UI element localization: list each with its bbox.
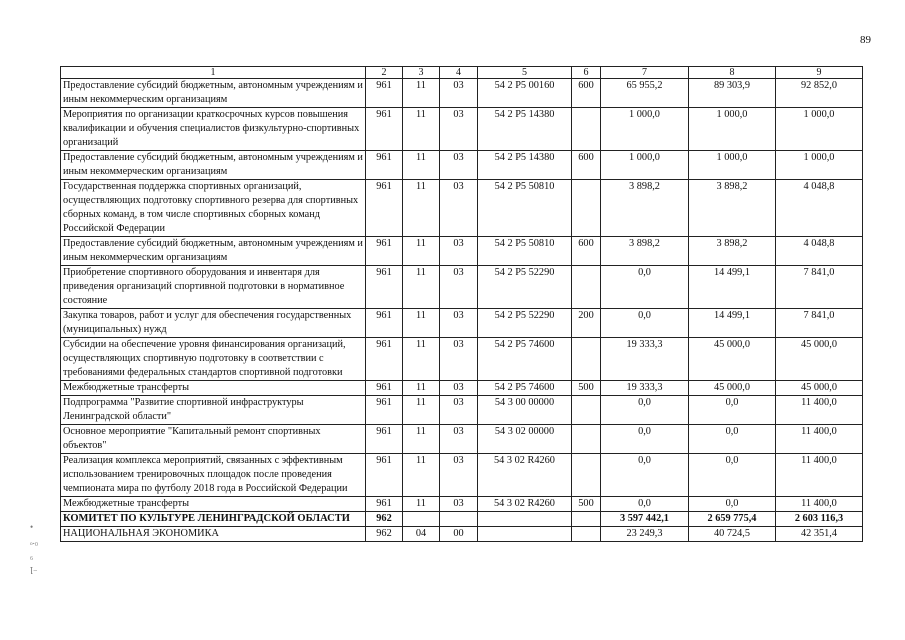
- year1-amount-cell: 3 898,2: [601, 180, 689, 237]
- year3-amount-cell: 7 841,0: [776, 309, 863, 338]
- year3-amount-cell: 4 048,8: [776, 180, 863, 237]
- subsection-cell: 03: [440, 108, 478, 151]
- year1-amount-cell: 3 898,2: [601, 237, 689, 266]
- section-cell: 11: [403, 79, 440, 108]
- row-name-cell: Мероприятия по организации краткосрочных курсов повышения квалификации и обучения специалистов физкультурно-спортивных организаций: [61, 108, 366, 151]
- column-header: 2: [366, 67, 403, 79]
- section-cell: 11: [403, 497, 440, 512]
- table-row: [61, 381, 863, 396]
- year3-amount-cell: 45 000,0: [776, 338, 863, 381]
- year3-amount-cell: 92 852,0: [776, 79, 863, 108]
- target-article-cell: 54 3 00 00000: [478, 396, 572, 425]
- year1-amount-cell: 0,0: [601, 266, 689, 309]
- subsection-cell: 00: [440, 527, 478, 542]
- target-article-cell: 54 2 P5 52290: [478, 266, 572, 309]
- section-cell: [403, 512, 440, 527]
- row-name-cell: Приобретение спортивного оборудования и инвентаря для приведения организаций спортивной подготовки в нормативное состояние: [61, 266, 366, 309]
- year2-amount-cell: 14 499,1: [689, 309, 776, 338]
- year3-amount-cell: 11 400,0: [776, 454, 863, 497]
- row-name-cell: Государственная поддержка спортивных организаций, осуществляющих подготовку спортивного резерва для спортивных сборных команд, в том числе спортивных сборных команд Российской Федерации: [61, 180, 366, 237]
- column-header: 7: [601, 67, 689, 79]
- target-article-cell: 54 3 02 00000: [478, 425, 572, 454]
- year1-amount-cell: 0,0: [601, 396, 689, 425]
- expense-type-cell: [572, 108, 601, 151]
- table-row: [61, 108, 863, 151]
- table-row: [61, 309, 863, 338]
- table-row: [61, 454, 863, 497]
- row-name-cell: Межбюджетные трансферты: [61, 381, 366, 396]
- expense-type-cell: 600: [572, 151, 601, 180]
- year3-amount-cell: 42 351,4: [776, 527, 863, 542]
- expense-type-cell: [572, 425, 601, 454]
- table-row: [61, 237, 863, 266]
- column-header: 3: [403, 67, 440, 79]
- table-header-row: [61, 67, 863, 79]
- section-cell: 11: [403, 237, 440, 266]
- year2-amount-cell: 14 499,1: [689, 266, 776, 309]
- admin-code-cell: 961: [366, 381, 403, 396]
- expense-type-cell: 600: [572, 237, 601, 266]
- expense-type-cell: 500: [572, 497, 601, 512]
- section-cell: 11: [403, 454, 440, 497]
- year1-amount-cell: 65 955,2: [601, 79, 689, 108]
- target-article-cell: 54 3 02 R4260: [478, 497, 572, 512]
- row-name-cell: Предоставление субсидий бюджетным, автономным учреждениям и иным некоммерческим организациям: [61, 151, 366, 180]
- target-article-cell: 54 2 P5 50810: [478, 237, 572, 266]
- year1-amount-cell: 1 000,0: [601, 151, 689, 180]
- year2-amount-cell: 0,0: [689, 497, 776, 512]
- year2-amount-cell: 45 000,0: [689, 338, 776, 381]
- table-row: [61, 425, 863, 454]
- table-row: [61, 396, 863, 425]
- row-name-cell: Реализация комплекса мероприятий, связанных с эффективным использованием тренировочных площадок после проведения чемпионата мира по футболу 2018 года в Российской Федерации: [61, 454, 366, 497]
- column-header: 9: [776, 67, 863, 79]
- target-article-cell: 54 2 P5 14380: [478, 108, 572, 151]
- expense-type-cell: [572, 512, 601, 527]
- subsection-cell: 03: [440, 338, 478, 381]
- expense-type-cell: 600: [572, 79, 601, 108]
- admin-code-cell: 961: [366, 180, 403, 237]
- expense-type-cell: [572, 454, 601, 497]
- admin-code-cell: 962: [366, 527, 403, 542]
- target-article-cell: [478, 527, 572, 542]
- subsection-cell: [440, 512, 478, 527]
- page-number: 89: [860, 34, 871, 46]
- target-article-cell: 54 2 P5 74600: [478, 381, 572, 396]
- year2-amount-cell: 0,0: [689, 454, 776, 497]
- column-header: 4: [440, 67, 478, 79]
- year3-amount-cell: 11 400,0: [776, 396, 863, 425]
- admin-code-cell: 961: [366, 497, 403, 512]
- subsection-cell: 03: [440, 266, 478, 309]
- admin-code-cell: 961: [366, 309, 403, 338]
- table-row: [61, 497, 863, 512]
- section-cell: 11: [403, 151, 440, 180]
- row-name-cell: КОМИТЕТ ПО КУЛЬТУРЕ ЛЕНИНГРАДСКОЙ ОБЛАСТИ: [61, 512, 366, 527]
- admin-code-cell: 961: [366, 454, 403, 497]
- margin-mark: ₒ.₀: [30, 536, 38, 546]
- row-name-cell: Подпрограмма "Развитие спортивной инфраструктуры Ленинградской области": [61, 396, 366, 425]
- year1-amount-cell: 0,0: [601, 497, 689, 512]
- year1-amount-cell: 19 333,3: [601, 338, 689, 381]
- row-name-cell: Субсидии на обеспечение уровня финансирования организаций, осуществляющих спортивную подготовку в соответствии с требованиями федеральных стандартов спортивной подготовки: [61, 338, 366, 381]
- subsection-cell: 03: [440, 237, 478, 266]
- year3-amount-cell: 11 400,0: [776, 425, 863, 454]
- admin-code-cell: 961: [366, 396, 403, 425]
- target-article-cell: 54 3 02 R4260: [478, 454, 572, 497]
- column-header: 6: [572, 67, 601, 79]
- year1-amount-cell: 0,0: [601, 454, 689, 497]
- expense-type-cell: [572, 180, 601, 237]
- section-cell: 11: [403, 180, 440, 237]
- margin-mark: ꞁ₋: [30, 564, 38, 574]
- year3-amount-cell: 45 000,0: [776, 381, 863, 396]
- expense-type-cell: 200: [572, 309, 601, 338]
- column-header: 5: [478, 67, 572, 79]
- year2-amount-cell: 2 659 775,4: [689, 512, 776, 527]
- column-header: 8: [689, 67, 776, 79]
- target-article-cell: 54 2 P5 74600: [478, 338, 572, 381]
- target-article-cell: 54 2 P5 52290: [478, 309, 572, 338]
- expense-type-cell: 500: [572, 381, 601, 396]
- expense-type-cell: [572, 396, 601, 425]
- year2-amount-cell: 89 303,9: [689, 79, 776, 108]
- admin-code-cell: 961: [366, 108, 403, 151]
- section-cell: 11: [403, 108, 440, 151]
- year1-amount-cell: 0,0: [601, 425, 689, 454]
- year3-amount-cell: 1 000,0: [776, 108, 863, 151]
- year1-amount-cell: 19 333,3: [601, 381, 689, 396]
- year3-amount-cell: 7 841,0: [776, 266, 863, 309]
- year1-amount-cell: 1 000,0: [601, 108, 689, 151]
- admin-code-cell: 961: [366, 237, 403, 266]
- year3-amount-cell: 11 400,0: [776, 497, 863, 512]
- admin-code-cell: 961: [366, 151, 403, 180]
- year2-amount-cell: 1 000,0: [689, 108, 776, 151]
- margin-mark: •: [30, 522, 34, 532]
- year2-amount-cell: 1 000,0: [689, 151, 776, 180]
- admin-code-cell: 961: [366, 79, 403, 108]
- admin-code-cell: 961: [366, 338, 403, 381]
- subsection-cell: 03: [440, 497, 478, 512]
- table-row: [61, 266, 863, 309]
- year3-amount-cell: 2 603 116,3: [776, 512, 863, 527]
- subsection-cell: 03: [440, 79, 478, 108]
- target-article-cell: 54 2 P5 14380: [478, 151, 572, 180]
- year3-amount-cell: 4 048,8: [776, 237, 863, 266]
- table-row: [61, 151, 863, 180]
- section-cell: 11: [403, 338, 440, 381]
- section-cell: 11: [403, 396, 440, 425]
- year3-amount-cell: 1 000,0: [776, 151, 863, 180]
- subsection-cell: 03: [440, 381, 478, 396]
- section-cell: 11: [403, 381, 440, 396]
- table-row: [61, 79, 863, 108]
- year2-amount-cell: 3 898,2: [689, 180, 776, 237]
- row-name-cell: Основное мероприятие "Капитальный ремонт спортивных объектов": [61, 425, 366, 454]
- margin-mark: ₆: [30, 550, 34, 560]
- year2-amount-cell: 0,0: [689, 425, 776, 454]
- subsection-cell: 03: [440, 454, 478, 497]
- section-cell: 04: [403, 527, 440, 542]
- row-name-cell: Предоставление субсидий бюджетным, автономным учреждениям и иным некоммерческим организациям: [61, 79, 366, 108]
- margin-scan-marks: [30, 520, 50, 576]
- expense-type-cell: [572, 266, 601, 309]
- year1-amount-cell: 0,0: [601, 309, 689, 338]
- subsection-cell: 03: [440, 309, 478, 338]
- row-name-cell: НАЦИОНАЛЬНАЯ ЭКОНОМИКА: [61, 527, 366, 542]
- section-cell: 11: [403, 309, 440, 338]
- target-article-cell: 54 2 P5 00160: [478, 79, 572, 108]
- section-cell: 11: [403, 266, 440, 309]
- table-row: [61, 527, 863, 542]
- expense-type-cell: [572, 338, 601, 381]
- subsection-cell: 03: [440, 180, 478, 237]
- row-name-cell: Закупка товаров, работ и услуг для обеспечения государственных (муниципальных) нужд: [61, 309, 366, 338]
- column-header: 1: [61, 67, 366, 79]
- year2-amount-cell: 45 000,0: [689, 381, 776, 396]
- table-body: [61, 79, 863, 542]
- table-row: [61, 338, 863, 381]
- year1-amount-cell: 23 249,3: [601, 527, 689, 542]
- subsection-cell: 03: [440, 396, 478, 425]
- year1-amount-cell: 3 597 442,1: [601, 512, 689, 527]
- table-row: [61, 180, 863, 237]
- subsection-cell: 03: [440, 151, 478, 180]
- admin-code-cell: 961: [366, 266, 403, 309]
- budget-table: [60, 66, 863, 542]
- expense-type-cell: [572, 527, 601, 542]
- row-name-cell: Межбюджетные трансферты: [61, 497, 366, 512]
- admin-code-cell: 961: [366, 425, 403, 454]
- target-article-cell: [478, 512, 572, 527]
- table-row: [61, 512, 863, 527]
- year2-amount-cell: 40 724,5: [689, 527, 776, 542]
- year2-amount-cell: 3 898,2: [689, 237, 776, 266]
- admin-code-cell: 962: [366, 512, 403, 527]
- row-name-cell: Предоставление субсидий бюджетным, автономным учреждениям и иным некоммерческим организациям: [61, 237, 366, 266]
- subsection-cell: 03: [440, 425, 478, 454]
- year2-amount-cell: 0,0: [689, 396, 776, 425]
- section-cell: 11: [403, 425, 440, 454]
- target-article-cell: 54 2 P5 50810: [478, 180, 572, 237]
